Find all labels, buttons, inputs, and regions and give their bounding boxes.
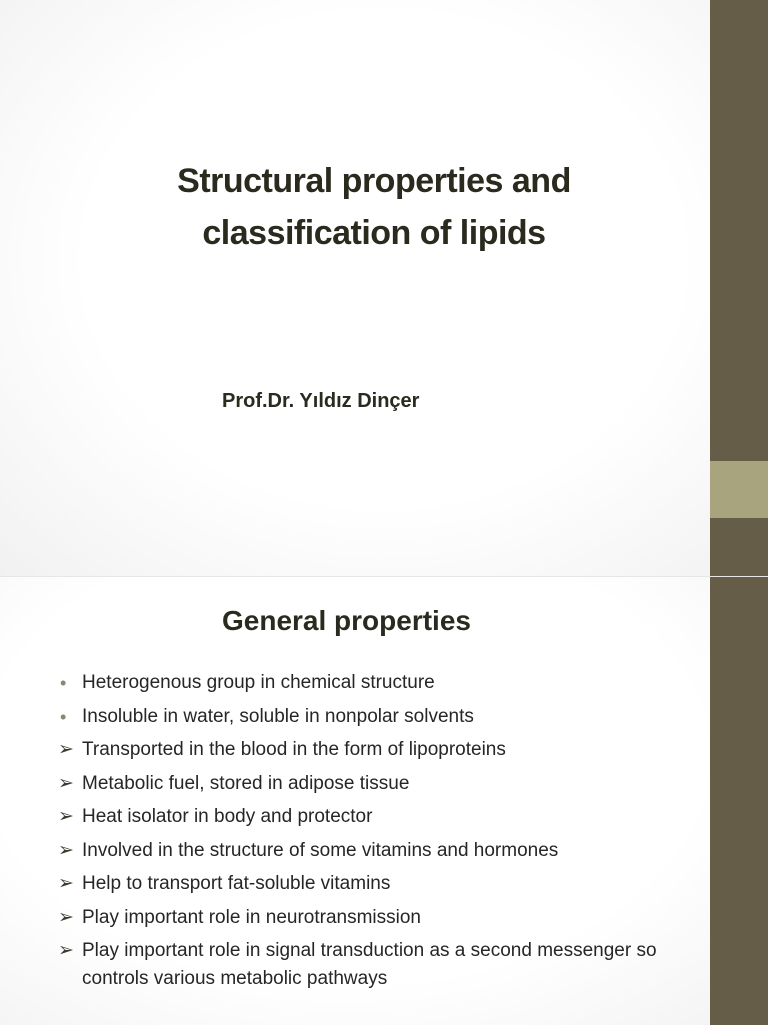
- arrow-bullet-icon: ➢: [58, 739, 74, 760]
- list-item-text: Insoluble in water, soluble in nonpolar solvents: [82, 705, 474, 727]
- list-item-text: Help to transport fat-soluble vitamins: [82, 873, 391, 894]
- list-item: [58, 803, 678, 831]
- bullet-dot-icon: •: [60, 673, 67, 693]
- list-item-text: Heterogenous group in chemical structure: [82, 672, 435, 693]
- list-item: [58, 703, 678, 731]
- list-item-text: Heat isolator in body and protector: [82, 806, 373, 827]
- list-item: [58, 870, 678, 898]
- author-name: Prof.Dr. Yıldız Dinçer: [222, 390, 420, 412]
- slide-title-line-2: classification of lipids: [202, 214, 546, 252]
- slide-title-line-1: Structural properties and: [177, 162, 571, 200]
- list-item: [58, 837, 678, 865]
- arrow-bullet-icon: ➢: [58, 873, 74, 894]
- arrow-bullet-icon: ➢: [58, 906, 74, 928]
- list-item-text: Play important role in signal transduction as a second messenger so controls various metabolic pathways: [82, 940, 657, 989]
- slide-sidebar: [710, 577, 768, 1025]
- list-item: [58, 904, 678, 932]
- bullet-dot-icon: •: [60, 706, 67, 727]
- list-item-text: Metabolic fuel, stored in adipose tissue: [82, 772, 410, 794]
- list-item-text: Involved in the structure of some vitamins and hormones: [82, 839, 559, 861]
- arrow-bullet-icon: ➢: [58, 940, 74, 961]
- list-item: [58, 736, 678, 764]
- slide-sidebar-accent: [710, 461, 768, 518]
- list-item: [58, 937, 678, 993]
- arrow-bullet-icon: ➢: [58, 806, 74, 827]
- list-item-text: Play important role in neurotransmission: [82, 906, 421, 928]
- arrow-bullet-icon: ➢: [58, 839, 74, 861]
- property-list: [58, 669, 678, 999]
- arrow-bullet-icon: ➢: [58, 772, 74, 794]
- list-item: [58, 669, 678, 697]
- section-title: General properties: [222, 605, 471, 636]
- slide-title: [0, 155, 748, 259]
- list-item: [58, 770, 678, 798]
- general-properties-slide: [0, 576, 768, 1025]
- list-item-text: Transported in the blood in the form of lipoproteins: [82, 739, 506, 760]
